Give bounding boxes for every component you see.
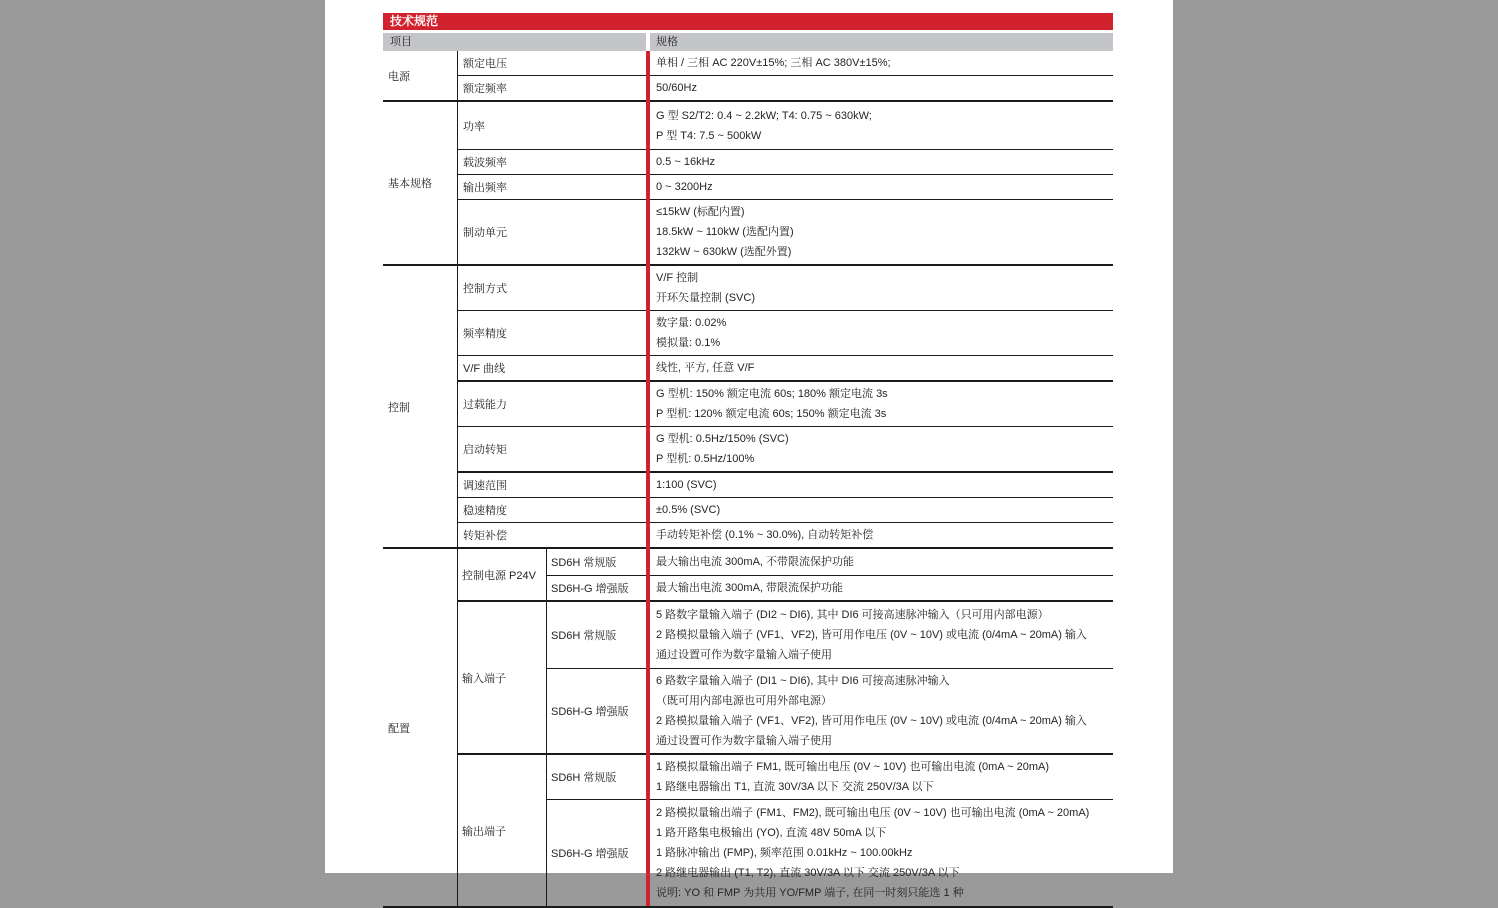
spec-line: 6 路数字量输入端子 (DI1 ~ DI6), 其中 DI6 可接高速脉冲输入: [656, 675, 950, 687]
spec-line: 132kW ~ 630kW (选配外置): [656, 246, 792, 258]
row-item-label: 控制电源 P24V: [458, 549, 547, 600]
row-item-label: 输出频率: [463, 182, 507, 194]
table-row: [458, 102, 1113, 150]
table-row: [458, 382, 1113, 427]
column-header-spec: 规格: [650, 33, 1113, 51]
spec-line: P 型机: 120% 额定电流 60s; 150% 额定电流 3s: [656, 408, 887, 420]
row-item-label: V/F 曲线: [463, 363, 506, 375]
spec-cell: [646, 200, 1113, 264]
spec-line: G 型机: 150% 额定电流 60s; 180% 额定电流 3s: [656, 388, 888, 400]
row-item-label: 启动转矩: [463, 444, 507, 456]
row-variant-label: SD6H 常规版: [551, 630, 617, 642]
spec-line: 2 路模拟量输入端子 (VF1、VF2), 皆可用作电压 (0V ~ 10V) 或电流 (0/4mA ~ 20mA) 输入: [656, 629, 1087, 641]
table-row: [547, 800, 1113, 906]
table-row: [458, 356, 1113, 382]
row-variant-label: SD6H-G 增强版: [551, 848, 629, 860]
table-row: [547, 602, 1113, 669]
spec-line: G 型 S2/T2: 0.4 ~ 2.2kW; T4: 0.75 ~ 630kW;: [656, 109, 872, 122]
spec-line: 5 路数字量输入端子 (DI2 ~ DI6), 其中 DI6 可接高速脉冲输入（只可用内部电源）: [656, 609, 1049, 621]
row-item-label: 制动单元: [463, 227, 507, 239]
spec-cell: [646, 266, 1113, 310]
item-group-output-terminals: [458, 755, 1113, 906]
row-group-label: 电源: [383, 51, 458, 100]
spec-line: P 型 T4: 7.5 ~ 500kW: [656, 129, 762, 142]
row-item-label: 频率精度: [463, 328, 507, 340]
table-row: [458, 51, 1113, 76]
spec-line: 模拟量: 0.1%: [656, 337, 721, 349]
spec-line: 18.5kW ~ 110kW (选配内置): [656, 226, 794, 238]
table-row: [458, 266, 1113, 311]
row-item-label: 额定频率: [463, 83, 507, 95]
spec-line: 50/60Hz: [656, 82, 697, 94]
spec-line: 通过设置可作为数字量输入端子使用: [656, 735, 832, 747]
table-row: [458, 76, 1113, 100]
spec-cell: [646, 669, 1113, 753]
row-group-label: 配置: [383, 549, 458, 906]
row-item-label: 转矩补偿: [463, 530, 507, 542]
row-item-label: 过载能力: [463, 399, 507, 411]
row-variant-label: SD6H-G 增强版: [551, 583, 629, 595]
section-configuration: [383, 549, 1113, 908]
table-row: [458, 473, 1113, 498]
spec-line: 0.5 ~ 16kHz: [656, 156, 716, 168]
spec-line: 开环矢量控制 (SVC): [656, 292, 755, 304]
table-row: [458, 200, 1113, 264]
spec-cell: [646, 150, 1113, 174]
spec-line: 1 路模拟量输出端子 FM1, 既可输出电压 (0V ~ 10V) 也可输出电流 (0mA ~ 20mA): [656, 761, 1050, 773]
spec-line: 1:100 (SVC): [656, 479, 717, 491]
spec-cell: [646, 549, 1113, 575]
spec-cell: [646, 523, 1113, 547]
spec-line: 2 路继电器输出 (T1, T2), 直流 30V/3A 以下 交流 250V/3A 以下: [656, 867, 960, 879]
spec-line: 最大输出电流 300mA, 带限流保护功能: [656, 582, 844, 594]
spec-line: 说明: YO 和 FMP 为共用 YO/FMP 端子, 在同一时刻只能选 1 种: [656, 887, 964, 899]
row-group-label: 基本规格: [383, 102, 458, 264]
section-control: [383, 266, 1113, 549]
spec-line: 最大输出电流 300mA, 不带限流保护功能: [656, 556, 855, 568]
row-item-label: 额定电压: [463, 58, 507, 70]
item-group-input-terminals: [458, 602, 1113, 755]
item-group-control-power: [458, 549, 1113, 602]
row-item-label: 稳速精度: [463, 505, 507, 517]
row-group-label: 控制: [383, 266, 458, 547]
spec-cell: [646, 382, 1113, 426]
row-item-label: 输入端子: [458, 602, 547, 753]
spec-line: 1 路开路集电极输出 (YO), 直流 48V 50mA 以下: [656, 827, 887, 839]
row-item-label: 载波频率: [463, 157, 507, 169]
spec-cell: [646, 473, 1113, 497]
spec-cell: [646, 427, 1113, 471]
spec-line: V/F 控制: [656, 272, 699, 284]
table-row: [458, 150, 1113, 175]
spec-line: 手动转矩补偿 (0.1% ~ 30.0%), 自动转矩补偿: [656, 529, 874, 541]
spec-cell: [646, 76, 1113, 100]
spec-line: 数字量: 0.02%: [656, 317, 727, 329]
spec-line: 2 路模拟量输入端子 (VF1、VF2), 皆可用作电压 (0V ~ 10V) 或电流 (0/4mA ~ 20mA) 输入: [656, 715, 1087, 727]
table-row: [547, 755, 1113, 800]
row-item-label: 功率: [463, 120, 485, 133]
spec-cell: [646, 576, 1113, 600]
row-item-label: 控制方式: [463, 283, 507, 295]
section-power: [383, 51, 1113, 102]
table-row: [458, 498, 1113, 523]
spec-cell: [646, 755, 1113, 799]
spec-line: ±0.5% (SVC): [656, 504, 721, 516]
spec-cell: [646, 102, 1113, 149]
table-row: [547, 549, 1113, 576]
spec-line: 0 ~ 3200Hz: [656, 181, 713, 193]
spec-table: [383, 13, 1113, 908]
spec-line: 线性, 平方, 任意 V/F: [656, 362, 755, 374]
spec-line: G 型机: 0.5Hz/150% (SVC): [656, 433, 789, 445]
spec-cell: [646, 498, 1113, 522]
spec-line: 1 路继电器输出 T1, 直流 30V/3A 以下 交流 250V/3A 以下: [656, 781, 934, 793]
spec-line: （既可用内部电源也可用外部电源）: [656, 695, 832, 707]
spec-line: 1 路脉冲输出 (FMP), 频率范围 0.01kHz ~ 100.00kHz: [656, 847, 913, 859]
spec-cell: [646, 356, 1113, 380]
spec-line: 单相 / 三相 AC 220V±15%; 三相 AC 380V±15%;: [656, 57, 891, 69]
spec-cell: [646, 311, 1113, 355]
column-header-item: 项目: [383, 33, 646, 51]
spec-cell: [646, 51, 1113, 75]
table-row: [458, 175, 1113, 200]
table-row: [547, 669, 1113, 753]
section-basic-specs: [383, 102, 1113, 266]
spec-line: 通过设置可作为数字量输入端子使用: [656, 649, 832, 661]
table-row: [458, 311, 1113, 356]
spec-line: 2 路模拟量输出端子 (FM1、FM2), 既可输出电压 (0V ~ 10V) 也可输出电流 (0mA ~ 20mA): [656, 807, 1090, 819]
spec-table-title: 技术规范: [383, 13, 1113, 30]
row-variant-label: SD6H 常规版: [551, 772, 617, 784]
spec-cell: [646, 602, 1113, 668]
table-row: [547, 576, 1113, 600]
row-variant-label: SD6H-G 增强版: [551, 706, 629, 718]
row-item-label: 输出端子: [458, 755, 547, 906]
spec-cell: [646, 175, 1113, 199]
row-variant-label: SD6H 常规版: [551, 557, 617, 569]
spec-cell: [646, 800, 1113, 906]
red-divider-line: [646, 51, 650, 861]
spec-line: ≤15kW (标配内置): [656, 206, 745, 218]
document-page: [325, 0, 1173, 899]
table-header-row: [383, 33, 1113, 51]
table-row: [458, 523, 1113, 547]
spec-line: P 型机: 0.5Hz/100%: [656, 453, 755, 465]
row-item-label: 调速范围: [463, 480, 507, 492]
table-row: [458, 427, 1113, 473]
